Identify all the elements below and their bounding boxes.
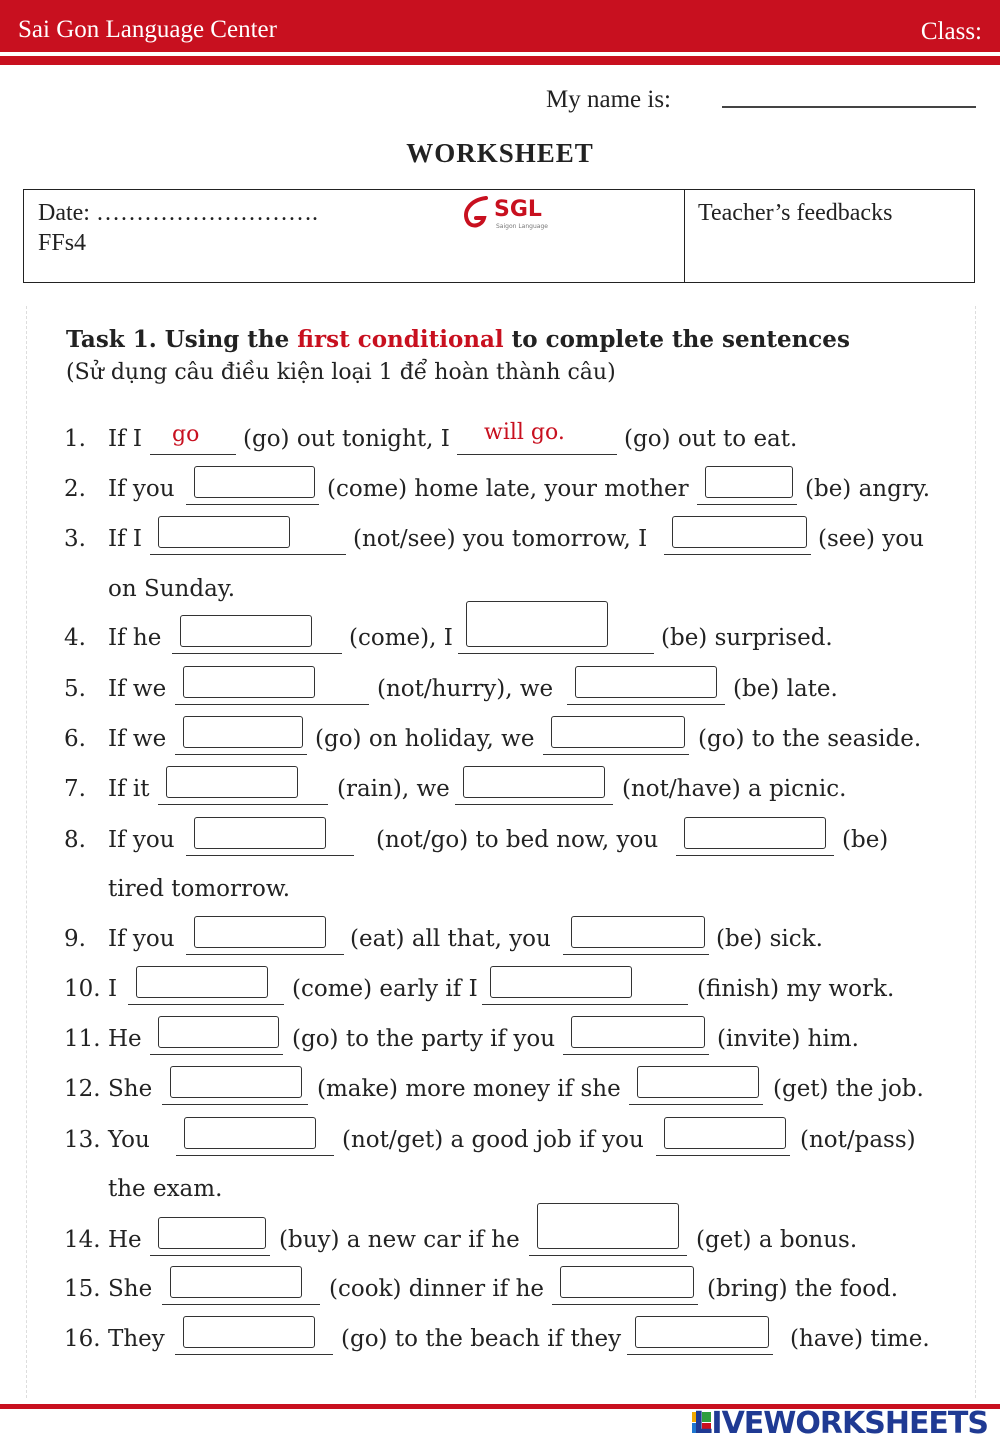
sentence-text-part2: (go) to the beach if they xyxy=(341,1326,622,1352)
sentence-text-part2: (make) more money if she xyxy=(317,1076,621,1102)
answer-example: go xyxy=(172,422,200,447)
answer-input-box[interactable] xyxy=(158,1217,266,1249)
sentence-number: 5. xyxy=(64,676,86,702)
task-highlight: first conditional xyxy=(297,326,504,353)
sentence-text-part3: (bring) the food. xyxy=(707,1276,899,1302)
sentence-text-part3: (not/have) a picnic. xyxy=(622,776,847,802)
answer-blank-underline xyxy=(543,754,689,755)
sentence-number: 4. xyxy=(64,625,86,651)
sentence-number: 13. xyxy=(64,1127,101,1153)
answer-input-box[interactable] xyxy=(194,817,326,849)
sentence-text-part1: If you xyxy=(108,926,175,952)
task-title: Task 1. Using the first conditional to complete the sentences xyxy=(66,326,850,353)
sentence-text-part1: If we xyxy=(108,726,167,752)
answer-input-box[interactable] xyxy=(466,601,608,647)
date-field: Date: ………………………. xyxy=(38,200,318,226)
answer-blank-underline xyxy=(150,554,346,555)
answer-blank-underline xyxy=(175,754,307,755)
sentence-text-part2: (go) out tonight, I xyxy=(243,426,450,452)
sentence-continuation: tired tomorrow. xyxy=(108,876,291,902)
answer-blank-underline xyxy=(676,855,834,856)
answer-blank-underline xyxy=(150,1255,270,1256)
answer-blank-underline xyxy=(457,454,617,455)
sentence-text-part2: (rain), we xyxy=(337,776,450,802)
answer-input-box[interactable] xyxy=(183,666,315,698)
answer-input-box[interactable] xyxy=(705,466,793,498)
sentence-text-part1: If it xyxy=(108,776,150,802)
answer-blank-underline xyxy=(162,1304,320,1305)
answer-input-box[interactable] xyxy=(184,1117,316,1149)
answer-input-box[interactable] xyxy=(551,716,685,748)
answer-blank-underline xyxy=(664,554,811,555)
header-bar xyxy=(0,0,1000,52)
sentence-text-part3: (be) xyxy=(842,827,889,853)
sentence-text-part3: (invite) him. xyxy=(717,1026,859,1052)
sentence-text-part3: (be) surprised. xyxy=(661,625,833,651)
sentence-number: 15. xyxy=(64,1276,101,1302)
answer-blank-underline xyxy=(175,1354,333,1355)
sentence-text-part2: (buy) a new car if he xyxy=(279,1227,520,1253)
answer-blank-underline xyxy=(529,1255,687,1256)
teacher-feedback-label: Teacher’s feedbacks xyxy=(698,200,893,226)
sentence-number: 10. xyxy=(64,976,101,1002)
answer-blank-underline xyxy=(563,1054,709,1055)
sentence-text-part1: If he xyxy=(108,625,162,651)
sentence-text-part1: They xyxy=(108,1326,165,1352)
sentence-number: 9. xyxy=(64,926,86,952)
sentence-text-part2: (come) early if I xyxy=(292,976,478,1002)
sentence-number: 12. xyxy=(64,1076,101,1102)
answer-input-box[interactable] xyxy=(537,1203,679,1249)
sentence-text-part2: (go) to the party if you xyxy=(292,1026,556,1052)
sentence-number: 8. xyxy=(64,827,86,853)
answer-input-box[interactable] xyxy=(158,1016,279,1048)
sentence-text-part1: If you xyxy=(108,827,175,853)
sentence-text-part1: I xyxy=(108,976,118,1002)
header-divider xyxy=(0,56,1000,65)
logo-subtext: Saigon Language xyxy=(496,223,548,230)
sentence-text-part2: (come) home late, your mother xyxy=(327,476,689,502)
name-input-line[interactable] xyxy=(722,106,976,108)
name-label: My name is: xyxy=(546,86,671,113)
answer-input-box[interactable] xyxy=(635,1316,769,1348)
answer-blank-underline xyxy=(629,1104,763,1105)
answer-blank-underline xyxy=(158,804,328,805)
sentence-number: 3. xyxy=(64,526,86,552)
answer-input-box[interactable] xyxy=(575,666,717,698)
task-subtitle: (Sử dụng câu điều kiện loại 1 để hoàn thành câu) xyxy=(66,360,616,385)
answer-input-box[interactable] xyxy=(166,766,298,798)
sentence-continuation: the exam. xyxy=(108,1176,223,1202)
answer-blank-underline xyxy=(186,855,354,856)
center-name: Sai Gon Language Center xyxy=(18,16,277,43)
sentence-text-part3: (see) you xyxy=(818,526,924,552)
answer-blank-underline xyxy=(172,653,342,654)
answer-input-box[interactable] xyxy=(183,716,303,748)
sentence-text-part2: (not/hurry), we xyxy=(377,676,554,702)
sentence-text-part3: (have) time. xyxy=(790,1326,930,1352)
answer-blank-underline xyxy=(186,504,319,505)
answer-input-box[interactable] xyxy=(463,766,605,798)
answer-blank-underline xyxy=(150,454,236,455)
sentence-text-part1: If we xyxy=(108,676,167,702)
table-divider xyxy=(684,190,685,282)
liveworksheets-brand: LIVEWORKSHEETS xyxy=(693,1406,988,1441)
answer-blank-underline xyxy=(458,653,654,654)
sentence-number: 2. xyxy=(64,476,86,502)
sentence-number: 7. xyxy=(64,776,86,802)
answer-input-box[interactable] xyxy=(672,516,807,548)
sentence-text-part3: (be) sick. xyxy=(716,926,823,952)
answer-blank-underline xyxy=(162,1104,308,1105)
answer-input-box[interactable] xyxy=(571,916,705,948)
answer-blank-underline xyxy=(567,704,725,705)
answer-input-box[interactable] xyxy=(136,966,268,998)
answer-blank-underline xyxy=(563,954,709,955)
answer-input-box[interactable] xyxy=(637,1066,759,1098)
sentence-text-part2: (come), I xyxy=(349,625,453,651)
class-label: Class: xyxy=(920,18,982,45)
page-title: WORKSHEET xyxy=(406,138,594,168)
sgl-logo xyxy=(456,192,566,236)
logo-text: SGL xyxy=(494,197,542,222)
sentence-text-part2: (go) on holiday, we xyxy=(315,726,535,752)
answer-input-box[interactable] xyxy=(158,516,290,548)
sentence-text-part3: (get) the job. xyxy=(773,1076,924,1102)
answer-blank-underline xyxy=(175,704,369,705)
answer-blank-underline xyxy=(150,1054,283,1055)
sentence-text-part1: You xyxy=(108,1127,150,1153)
answer-input-box[interactable] xyxy=(684,817,826,849)
answer-input-box[interactable] xyxy=(560,1266,694,1298)
answer-blank-underline xyxy=(697,504,797,505)
answer-blank-underline xyxy=(552,1304,698,1305)
worksheet-code: FFs4 xyxy=(38,230,87,256)
sentence-text-part3: (finish) my work. xyxy=(697,976,895,1002)
answer-example: will go. xyxy=(484,420,565,445)
answer-blank-underline xyxy=(656,1155,790,1156)
sentence-number: 14. xyxy=(64,1227,101,1253)
answer-input-box[interactable] xyxy=(194,466,315,498)
sentence-number: 6. xyxy=(64,726,86,752)
answer-blank-underline xyxy=(627,1354,773,1355)
sentence-text-part2: (cook) dinner if he xyxy=(329,1276,544,1302)
answer-blank-underline xyxy=(455,804,613,805)
sentence-text-part2: (not/go) to bed now, you xyxy=(376,827,659,853)
answer-input-box[interactable] xyxy=(664,1117,786,1149)
answer-blank-underline xyxy=(128,1004,284,1005)
sentence-text-part1: She xyxy=(108,1276,153,1302)
sentence-text-part1: If I xyxy=(108,426,142,452)
answer-input-box[interactable] xyxy=(183,1316,315,1348)
sentence-text-part2: (eat) all that, you xyxy=(350,926,551,952)
sentence-number: 16. xyxy=(64,1326,101,1352)
sentence-text-part3: (get) a bonus. xyxy=(696,1227,858,1253)
sentence-number: 1. xyxy=(64,426,86,452)
sentence-text-part3: (be) late. xyxy=(733,676,838,702)
sentence-text-part1: He xyxy=(108,1026,142,1052)
answer-input-box[interactable] xyxy=(170,1266,302,1298)
answer-input-box[interactable] xyxy=(490,966,632,998)
answer-input-box[interactable] xyxy=(170,1066,302,1098)
answer-blank-underline xyxy=(482,1004,688,1005)
sentence-text-part1: If you xyxy=(108,476,175,502)
sentence-text-part3: (not/pass) xyxy=(800,1127,916,1153)
answer-blank-underline xyxy=(176,1155,334,1156)
sentence-text-part2: (not/get) a good job if you xyxy=(342,1127,644,1153)
sentence-text-part1: She xyxy=(108,1076,153,1102)
answer-input-box[interactable] xyxy=(180,615,312,647)
info-table xyxy=(23,189,975,283)
answer-input-box[interactable] xyxy=(194,916,326,948)
sentence-text-part2: (not/see) you tomorrow, I xyxy=(353,526,648,552)
answer-input-box[interactable] xyxy=(571,1016,705,1048)
sentence-text-part3: (go) out to eat. xyxy=(624,426,798,452)
sentence-text-part3: (be) angry. xyxy=(805,476,931,502)
answer-blank-underline xyxy=(186,954,344,955)
sentence-text-part3: (go) to the seaside. xyxy=(698,726,922,752)
sentence-text-part1: He xyxy=(108,1227,142,1253)
sentence-continuation: on Sunday. xyxy=(108,576,236,602)
sentence-number: 11. xyxy=(64,1026,101,1052)
sentence-text-part1: If I xyxy=(108,526,142,552)
